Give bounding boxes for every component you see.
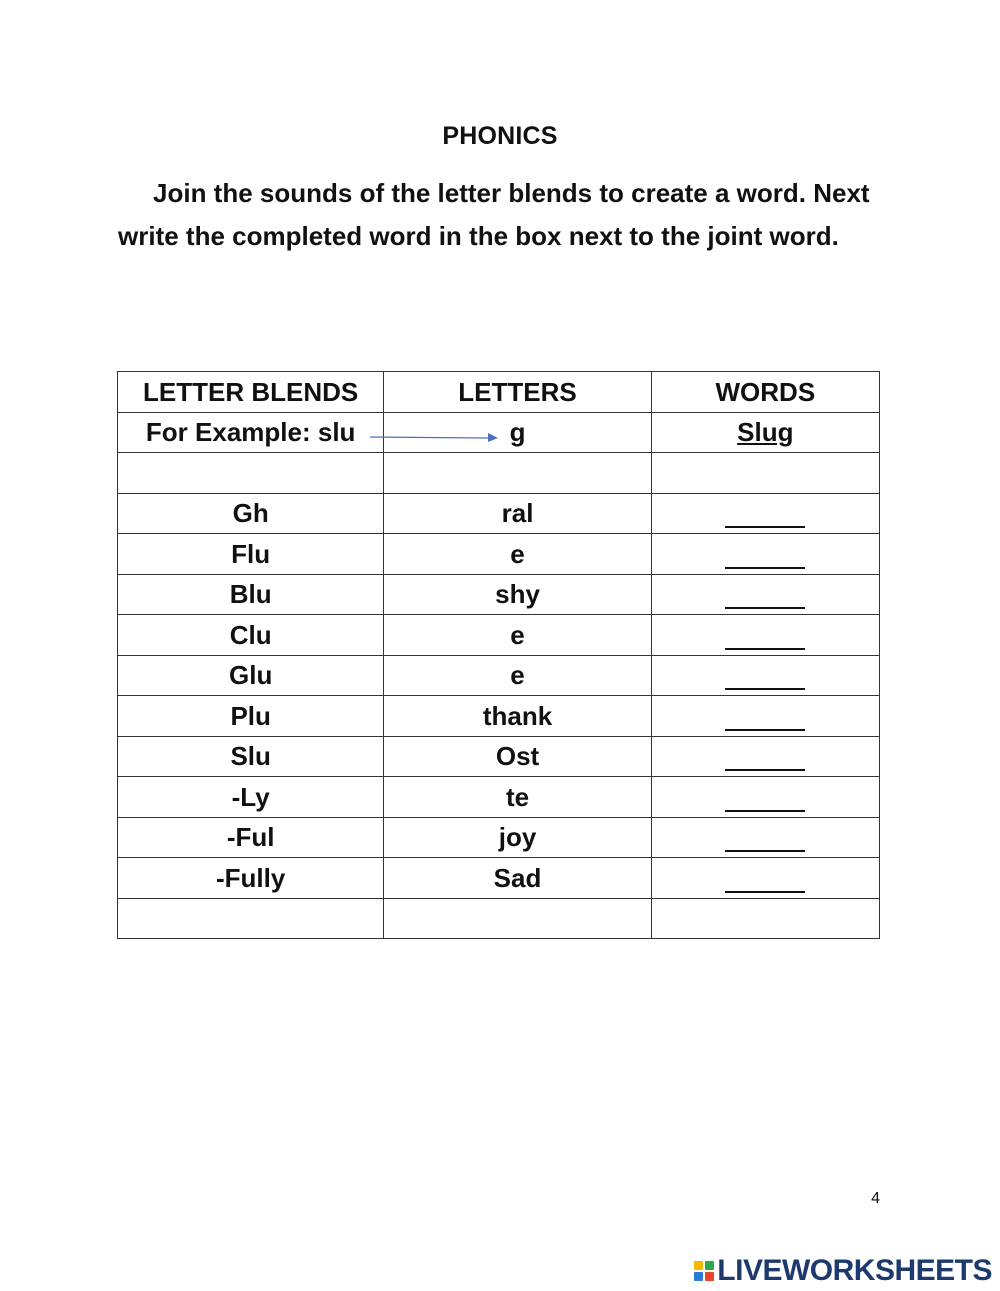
answer-blank[interactable]: [725, 705, 805, 731]
table-row: [118, 858, 880, 899]
page-number: 4: [871, 1190, 880, 1207]
header-letters: LETTERS: [384, 372, 651, 413]
blend-cell: Glu: [118, 655, 384, 696]
word-answer-cell[interactable]: [651, 655, 879, 696]
letters-cell: thank: [384, 696, 651, 737]
blend-cell: Clu: [118, 615, 384, 656]
answer-blank[interactable]: [725, 786, 805, 812]
answer-blank[interactable]: [725, 867, 805, 893]
letters-cell: ral: [384, 493, 651, 534]
letters-cell: joy: [384, 817, 651, 858]
letters-cell: e: [384, 655, 651, 696]
spacer-row: [118, 453, 880, 494]
example-word-text: Slug: [737, 417, 794, 448]
answer-blank[interactable]: [725, 502, 805, 528]
table-row: [118, 534, 880, 575]
logo-square: [705, 1261, 714, 1270]
empty-cell: [651, 898, 879, 939]
blend-cell: Slu: [118, 736, 384, 777]
table-header-row: [118, 372, 880, 413]
letters-cell: Ost: [384, 736, 651, 777]
answer-blank[interactable]: [725, 543, 805, 569]
logo-square: [705, 1272, 714, 1281]
header-letter-blends: LETTER BLENDS: [118, 372, 384, 413]
example-letters: g: [384, 412, 651, 453]
instructions-text: Join the sounds of the letter blends to create a word. Next write the completed word in the box next to the joint word.: [118, 178, 870, 251]
letters-cell: te: [384, 777, 651, 818]
header-words: WORDS: [651, 372, 879, 413]
table-row: [118, 655, 880, 696]
example-arrow-icon: [368, 430, 500, 444]
blend-cell: Flu: [118, 534, 384, 575]
empty-cell: [118, 898, 384, 939]
blend-cell: Gh: [118, 493, 384, 534]
letters-cell: shy: [384, 574, 651, 615]
table-row: [118, 736, 880, 777]
blend-cell: -Fully: [118, 858, 384, 899]
spacer-row: [118, 898, 880, 939]
logo-square: [694, 1272, 703, 1281]
table-row: [118, 777, 880, 818]
table-row: [118, 817, 880, 858]
example-word: [651, 412, 879, 453]
liveworksheets-brand: [694, 1254, 992, 1288]
table-row: [118, 574, 880, 615]
logo-square: [694, 1261, 703, 1270]
word-answer-cell[interactable]: [651, 777, 879, 818]
letters-cell: e: [384, 534, 651, 575]
table-row: [118, 696, 880, 737]
brand-name: LIVEWORKSHEETS: [717, 1254, 992, 1287]
table-row: [118, 615, 880, 656]
word-answer-cell[interactable]: [651, 696, 879, 737]
blend-cell: -Ful: [118, 817, 384, 858]
word-answer-cell[interactable]: [651, 615, 879, 656]
word-answer-cell[interactable]: [651, 817, 879, 858]
answer-blank[interactable]: [725, 583, 805, 609]
empty-cell: [651, 453, 879, 494]
word-answer-cell[interactable]: [651, 736, 879, 777]
word-answer-cell[interactable]: [651, 534, 879, 575]
letters-cell: e: [384, 615, 651, 656]
blend-cell: Plu: [118, 696, 384, 737]
answer-blank[interactable]: [725, 745, 805, 771]
empty-cell: [118, 453, 384, 494]
answer-blank[interactable]: [725, 664, 805, 690]
letter-blends-table: [117, 371, 880, 939]
liveworksheets-logo-icon: [694, 1261, 714, 1281]
blend-cell: Blu: [118, 574, 384, 615]
word-answer-cell[interactable]: [651, 493, 879, 534]
worksheet-title: PHONICS: [442, 122, 558, 150]
empty-cell: [384, 453, 651, 494]
answer-blank[interactable]: [725, 826, 805, 852]
empty-cell: [384, 898, 651, 939]
blend-cell: -Ly: [118, 777, 384, 818]
table-row: [118, 493, 880, 534]
word-answer-cell[interactable]: [651, 858, 879, 899]
example-blend: For Example: slu: [118, 412, 384, 453]
answer-blank[interactable]: [725, 624, 805, 650]
word-answer-cell[interactable]: [651, 574, 879, 615]
letters-cell: Sad: [384, 858, 651, 899]
